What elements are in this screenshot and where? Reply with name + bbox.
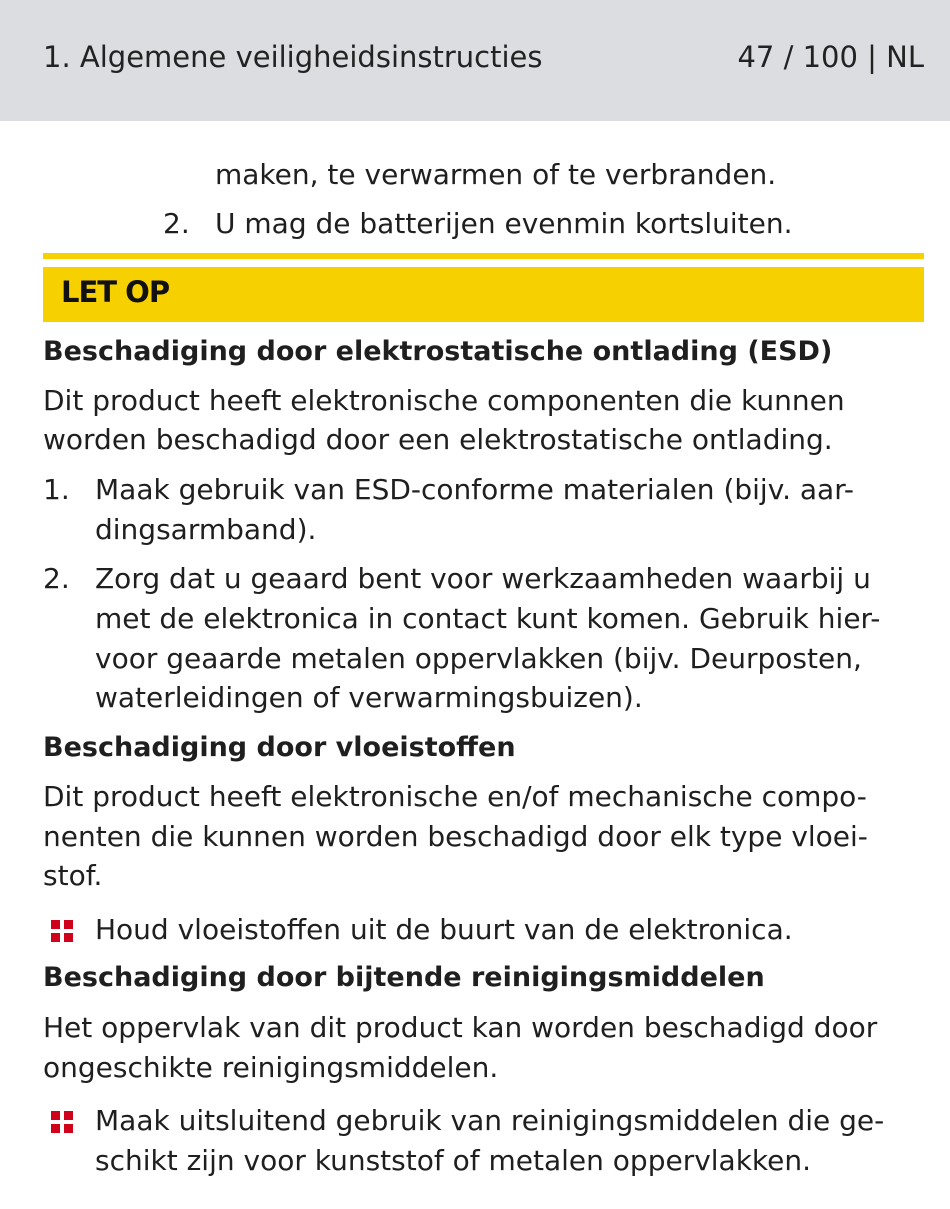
list-number: 2. — [163, 207, 190, 240]
list-continuation: maken, te verwarmen of te verbranden. — [215, 158, 777, 191]
paragraph-line: stof. — [43, 859, 103, 892]
step-text: met de elektronica in contact kunt komen. Gebruik hier- — [95, 602, 881, 635]
callout-banner — [43, 267, 924, 322]
paragraph-line: Het oppervlak van dit product kan worden beschadigd door — [43, 1011, 878, 1044]
step-text: voor geaarde metalen oppervlakken (bijv. Deurposten, — [95, 642, 862, 675]
bullet-text: schikt zijn voor kunststof of metalen oppervlakken. — [95, 1144, 812, 1177]
step-text: dingsarmband). — [95, 513, 317, 546]
red-square-grid-icon — [51, 920, 73, 942]
red-square-grid-icon — [51, 1111, 73, 1133]
step-text: Maak gebruik van ESD-conforme materialen (bijv. aar- — [95, 473, 855, 506]
paragraph-line: worden beschadigd door een elektrostatische ontlading. — [43, 423, 833, 456]
paragraph-line: Dit product heeft elektronische en/of mechanische compo- — [43, 780, 867, 813]
paragraph-line: Dit product heeft elektronische componenten die kunnen — [43, 384, 845, 417]
page-header — [0, 0, 950, 121]
step-number: 2. — [43, 562, 70, 595]
list-item-text: U mag de batterijen evenmin kortsluiten. — [215, 207, 793, 240]
chapter-title: 1. Algemene veiligheidsinstructies — [43, 40, 543, 74]
section-heading-cleaning: Beschadiging door bijtende reinigingsmiddelen — [43, 962, 765, 993]
section-heading-liquids: Beschadiging door vloeistoffen — [43, 732, 516, 763]
page-number: 47 / 100 | NL — [737, 40, 924, 74]
section-heading-esd: Beschadiging door elektrostatische ontlading (ESD) — [43, 336, 833, 367]
callout-label: LET OP — [61, 275, 170, 309]
paragraph-line: ongeschikte reinigingsmiddelen. — [43, 1051, 499, 1084]
bullet-text: Maak uitsluitend gebruik van reinigingsmiddelen die ge- — [95, 1104, 885, 1137]
bullet-text: Houd vloeistoffen uit de buurt van de elektronica. — [95, 913, 793, 946]
paragraph-line: nenten die kunnen worden beschadigd door elk type vloei- — [43, 820, 868, 853]
step-text: Zorg dat u geaard bent voor werkzaamheden waarbij u — [95, 562, 871, 595]
step-number: 1. — [43, 473, 70, 506]
step-text: waterleidingen of verwarmingsbuizen). — [95, 681, 643, 714]
callout-rule — [43, 253, 924, 259]
